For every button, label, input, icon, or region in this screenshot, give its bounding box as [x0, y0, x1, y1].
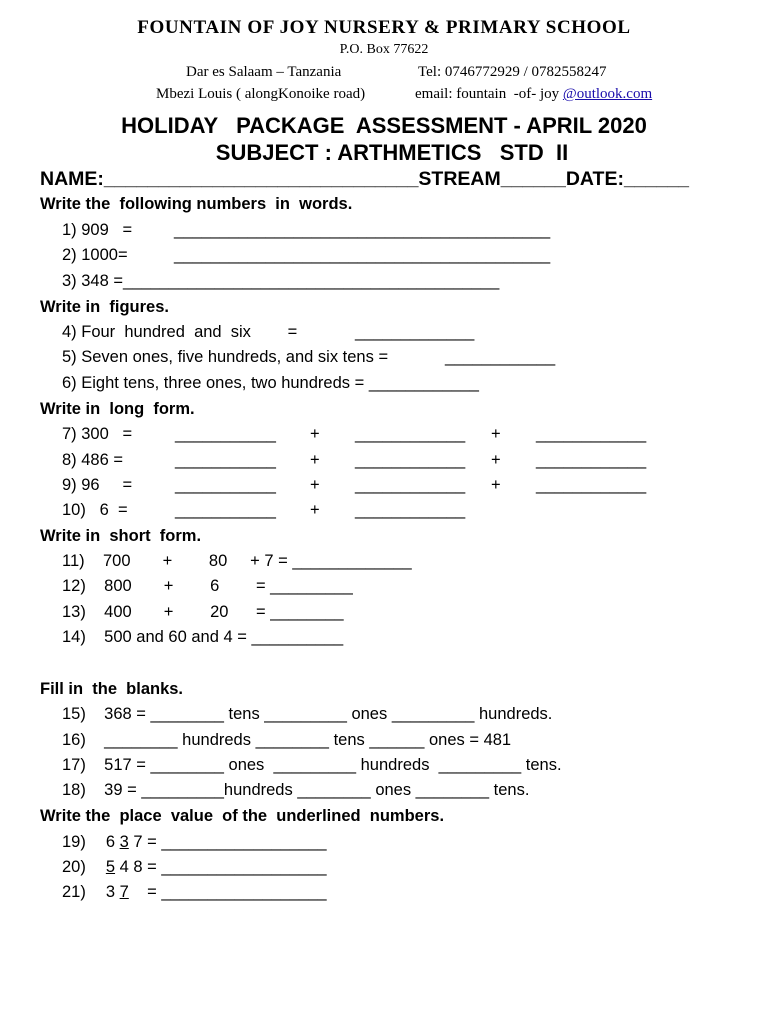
question-14: 14) 500 and 60 and 4 = __________	[62, 628, 344, 646]
plus-sign: +	[310, 501, 320, 519]
question-9: 9) 96 =	[62, 476, 133, 494]
question-19	[62, 834, 327, 851]
section-short-form-heading: Write in short form.	[40, 527, 202, 545]
plus-sign: +	[310, 451, 320, 469]
answer-part: = __________________	[128, 883, 327, 901]
question-6: 6) Eight tens, three ones, two hundreds = ____________	[62, 374, 479, 392]
underlined-digit: 7	[119, 883, 129, 901]
plus-sign: +	[491, 425, 501, 443]
question-4: 4) Four hundred and six =	[62, 323, 298, 341]
answer-blank: ___________	[175, 425, 276, 443]
answer-blank-4: _____________	[355, 323, 475, 341]
question-number: 21)	[62, 883, 86, 901]
section-long-form-heading: Write in long form.	[40, 400, 195, 418]
answer-blank-2: _________________________________________	[174, 246, 551, 264]
answer-blank: ____________	[355, 451, 466, 469]
answer-blank: ___________	[175, 451, 276, 469]
question-8: 8) 486 =	[62, 451, 124, 469]
section-blanks-heading: Fill in the blanks.	[40, 680, 184, 698]
question-3: 3) 348 =_________________________________________	[62, 272, 500, 290]
assessment-title: HOLIDAY PACKAGE ASSESSMENT - APRIL 2020	[121, 113, 647, 138]
plus-sign: +	[491, 476, 501, 494]
answer-blank: ___________	[175, 476, 276, 494]
underlined-digit: 3	[119, 833, 129, 851]
answer-blank: ____________	[536, 425, 647, 443]
po-box: P.O. Box 77622	[339, 42, 429, 57]
question-number: 20)	[62, 858, 86, 876]
answer-blank: ____________	[536, 476, 647, 494]
email	[415, 87, 652, 102]
section-place-value-heading: Write the place value of the underlined numbers.	[40, 807, 445, 825]
answer-blank-5: ____________	[445, 348, 556, 366]
question-11: 11) 700 + 80 + 7 = _____________	[62, 552, 412, 570]
question-20	[62, 859, 327, 876]
email-link[interactable]: @outlook.com	[562, 86, 653, 102]
email-label: email: fountain -of- joy	[415, 86, 563, 102]
answer-blank: ___________	[175, 501, 276, 519]
answer-blank: ____________	[355, 476, 466, 494]
section-words-heading: Write the following numbers in words.	[40, 195, 353, 213]
question-12: 12) 800 + 6 = _________	[62, 577, 353, 595]
question-2: 2) 1000=	[62, 246, 128, 264]
question-18: 18) 39 = _________hundreds ________ ones ________ tens.	[62, 781, 530, 799]
city: Dar es Salaam – Tanzania	[186, 64, 342, 80]
telephone: Tel: 0746772929 / 0782558247	[418, 64, 607, 80]
underlined-digit: 5	[105, 858, 116, 876]
subject-title: SUBJECT : ARTHMETICS STD II	[215, 140, 569, 165]
plus-sign: +	[310, 425, 320, 443]
number-part: 6	[105, 833, 120, 851]
question-1: 1) 909 =	[62, 221, 133, 239]
answer-blank: ____________	[355, 501, 466, 519]
answer-part: 4 8 = __________________	[115, 858, 327, 876]
question-21	[62, 884, 327, 901]
question-17: 17) 517 = ________ ones _________ hundreds _________ tens.	[62, 756, 562, 774]
answer-blank: ____________	[355, 425, 466, 443]
question-5: 5) Seven ones, five hundreds, and six tens =	[62, 348, 389, 366]
location: Mbezi Louis ( alongKonoike road)	[156, 86, 366, 102]
question-7: 7) 300 =	[62, 425, 133, 443]
number-part: 3	[105, 883, 120, 901]
section-figures-heading: Write in figures.	[40, 298, 169, 316]
school-name: FOUNTAIN OF JOY NURSERY & PRIMARY SCHOOL	[137, 17, 631, 38]
student-info-line: NAME:_____________________________STREAM______DATE:______	[40, 168, 690, 190]
answer-part: 7 = __________________	[128, 833, 327, 851]
question-16: 16) ________ hundreds ________ tens ______ ones = 481	[62, 731, 512, 749]
question-13: 13) 400 + 20 = ________	[62, 603, 344, 621]
answer-blank: ____________	[536, 451, 647, 469]
question-number: 19)	[62, 833, 86, 851]
plus-sign: +	[491, 451, 501, 469]
question-10: 10) 6 =	[62, 501, 128, 519]
answer-blank-1: _________________________________________	[174, 221, 551, 239]
number-part	[86, 858, 106, 876]
plus-sign: +	[310, 476, 320, 494]
question-15: 15) 368 = ________ tens _________ ones _________ hundreds.	[62, 705, 553, 723]
